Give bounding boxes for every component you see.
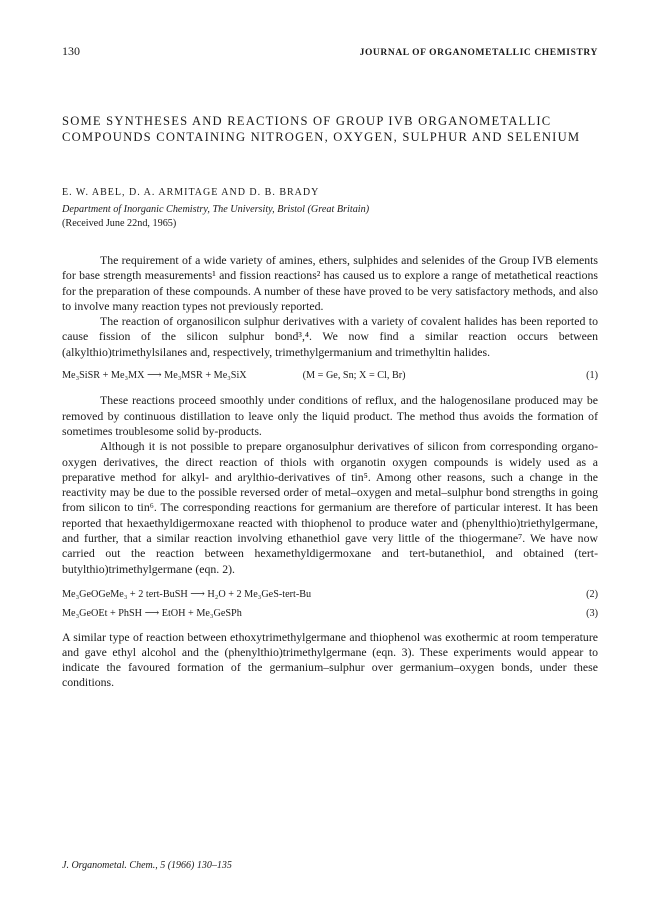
equation-number: (1)	[586, 370, 598, 382]
authors: E. W. ABEL, D. A. ARMITAGE AND D. B. BRADY	[62, 187, 320, 198]
equation-1	[62, 368, 598, 383]
paragraph: Although it is not possible to prepare organosulphur derivatives of silicon from corresponding organo-oxygen derivatives, the direct reaction of thiols with organotin oxygen compounds is widely used as a preparative method for alkyl- and arylthio-derivatives of tin⁵. Among other reasons, such a change in the reactivity may be due to the possible reversed order of metal–oxygen and metal–sulphur bond strengths in going from silicon to tin⁶. The corresponding reactions for germanium are therefore of particular interest. It has been reported that hexaethyldigermoxane reacted with thiophenol to produce water and (phenylthio)triethylgermane, and further, that a similar reaction involving ethanethiol gave very little of the thiogermane⁷. We have now carried out the reaction between hexamethyldigermoxane and tert-butanethiol, and obtained (tert-butylthio)trimethylgermane (eqn. 2).	[62, 439, 598, 576]
received-date: (Received June 22nd, 1965)	[62, 218, 177, 229]
paper-page	[62, 44, 598, 691]
equation-condition: (M = Ge, Sn; X = Cl, Br)	[302, 370, 406, 382]
page-number: 130	[62, 44, 80, 58]
journal-name: JOURNAL OF ORGANOMETALLIC CHEMISTRY	[359, 48, 598, 58]
article-title: SOME SYNTHESES AND REACTIONS OF GROUP IVB ORGANOMETALLIC COMPOUNDS CONTAINING NITROGEN, OXYGEN, SULPHUR AND SELENIUM	[62, 114, 581, 144]
paragraph: A similar type of reaction between ethoxytrimethylgermane and thiophenol was exothermic at room temperature and gave ethyl alcohol and the (phenylthio)trimethylgermane (eqn. 3). These experiments would appear to indicate the favoured formation of the germanium–sulphur over germanium–oxygen bonds, under these conditions.	[62, 629, 598, 690]
paragraph: The reaction of organosilicon sulphur derivatives with a variety of covalent halides has been reported to cause fission of the silicon sulphur bond³,⁴. We now find a similar reaction occurs between (alkylthio)trimethylsilanes and, respectively, trimethylgermanium and trimethyltin halides.	[62, 314, 598, 359]
equation-3	[62, 606, 598, 621]
paragraph: The requirement of a wide variety of amines, ethers, sulphides and selenides of the Group IVB elements for base strength measurements¹ and fission reactions² has caused us to explore a range of metathetical reactions for the preparation of these compounds. A number of these have proved to be very satisfactory methods, and also to involve many reaction types not previously reported.	[62, 253, 598, 313]
affiliation: Department of Inorganic Chemistry, The University, Bristol (Great Britain)	[62, 204, 370, 215]
equation-formula: Me₃SiSR + Me₃MX ⟶ Me₃MSR + Me₃SiX	[62, 370, 247, 382]
article-body	[62, 253, 598, 691]
equation-number: (2)	[586, 588, 598, 600]
journal-citation-footer: J. Organometal. Chem., 5 (1966) 130–135	[62, 860, 232, 871]
equation-number: (3)	[586, 608, 598, 620]
equation-2	[62, 587, 598, 602]
equation-formula: Me₃GeOEt + PhSH ⟶ EtOH + Me₃GeSPh	[62, 608, 242, 620]
running-header	[62, 44, 598, 59]
equation-formula: Me₃GeOGeMe₃ + 2 tert-BuSH ⟶ H₂O + 2 Me₃GeS-tert-Bu	[62, 588, 312, 600]
paragraph: These reactions proceed smoothly under conditions of reflux, and the halogenosilane produced may be removed by continuous distillation to leave only the liquid product. The method thus avoids the formation of sometimes troublesome solid by-products.	[62, 393, 598, 438]
